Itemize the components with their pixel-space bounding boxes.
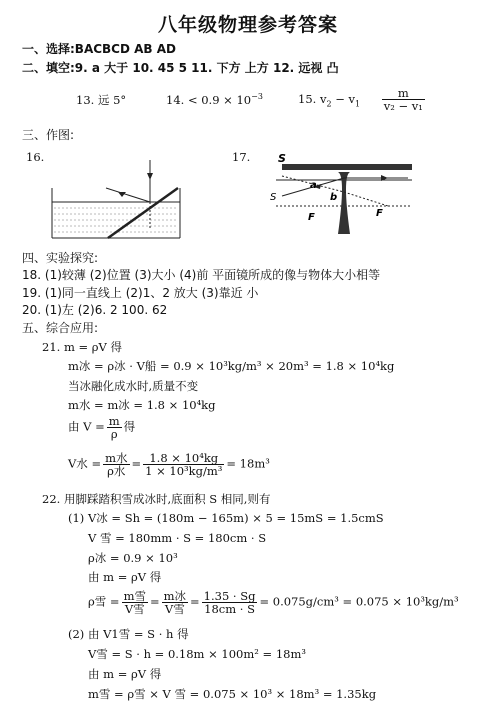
q22-line3: V 雪 = 180mm · S = 180cm · S bbox=[88, 531, 267, 545]
q22-line5: 由 m = ρV 得 bbox=[88, 570, 162, 584]
answer-15: 15. $v_2 - v_1$ $\frac{m}{\text{v₂ − v₁}}$ bbox=[298, 86, 423, 113]
section-experiment: 四、实验探究: bbox=[22, 251, 99, 265]
answer-20: 20. (1)左 (2)6. 2 100. 62 bbox=[22, 303, 168, 317]
section-fill: 二、填空:9. a 大于 10. 45 5 11. 下方 上方 12. 远视 凸 bbox=[22, 61, 339, 75]
label-F-right: F bbox=[376, 208, 383, 219]
section-drawing: 三、作图: bbox=[22, 128, 75, 142]
q21-line3: 当冰融化成水时,质量不变 bbox=[68, 379, 199, 393]
q22-line9: 由 m = ρV 得 bbox=[88, 667, 162, 681]
q21-line6: V水 = $\frac{\text{m水}}{\text{ρ水}}$ = $\frac{\text{1.8 × 10⁴kg}}{\text{1 × 10³kg/m³}}$ = 18m³ bbox=[68, 451, 270, 478]
figure-16-diagram bbox=[46, 158, 186, 242]
section-choice: 一、选择:BACBCD AB AD bbox=[22, 42, 176, 56]
section-application: 五、综合应用: bbox=[22, 321, 99, 335]
label-S-left: S bbox=[270, 192, 277, 203]
answer-14: 14. < $0.9 \times 10^{-3}$ bbox=[166, 92, 263, 107]
answer-19: 19. (1)同一直线上 (2)1、2 放大 (3)靠近 小 bbox=[22, 286, 259, 300]
q22-line10: m雪 = ρ雪 × V 雪 = 0.075 × 10³ × 18m³ = 1.35kg bbox=[88, 687, 377, 701]
label-a: a bbox=[310, 180, 317, 191]
answer-13: 13. 远 5° bbox=[76, 93, 127, 107]
q22-line6: ρ雪 = $\frac{\text{m雪}}{\text{V雪}}$ = $\frac{\text{m冰}}{\text{V雪}}$ = $\frac{1.35 \cdot Sg}{18cm \cdot S}$ = 0.075g/cm³ = 0.075 × 10³kg/m³ bbox=[88, 589, 459, 616]
figure-17-diagram bbox=[268, 148, 414, 238]
q22-line4: ρ冰 = 0.9 × 10³ bbox=[88, 551, 178, 565]
answer-18: 18. (1)较薄 (2)位置 (3)大小 (4)前 平面镜所成的像与物体大小相等 bbox=[22, 268, 381, 282]
q21-line2: m冰 = ρ冰 · V船 = 0.9 × 10³kg/m³ × 20m³ = 1.8 × 10⁴kg bbox=[68, 359, 395, 373]
q21-line1: 21. m = ρV 得 bbox=[42, 340, 123, 354]
label-b: b bbox=[330, 192, 338, 203]
q22-line2: (1) V冰 = Sh = (180m − 165m) × 5 = 15mS = 1.5cmS bbox=[68, 511, 384, 525]
q22-line8: V雪 = S · h = 0.18m × 100m² = 18m³ bbox=[88, 647, 306, 661]
label-F-left: F bbox=[308, 212, 315, 223]
label-S-top: S bbox=[278, 152, 286, 165]
figure-17-label: 17. bbox=[232, 150, 251, 164]
q21-line5: 由 V = $\frac{m}{\rho}$ 得 bbox=[68, 414, 136, 441]
q21-line4: m水 = m冰 = 1.8 × 10⁴kg bbox=[68, 398, 216, 412]
page-title: 八年级物理参考答案 bbox=[157, 14, 338, 36]
q22-line1: 22. 用脚踩踏积雪成冰时,底面积 S 相同,则有 bbox=[42, 492, 271, 506]
q22-line7: (2) 由 V1雪 = S · h 得 bbox=[68, 627, 189, 641]
figure-16-label: 16. bbox=[26, 150, 45, 164]
